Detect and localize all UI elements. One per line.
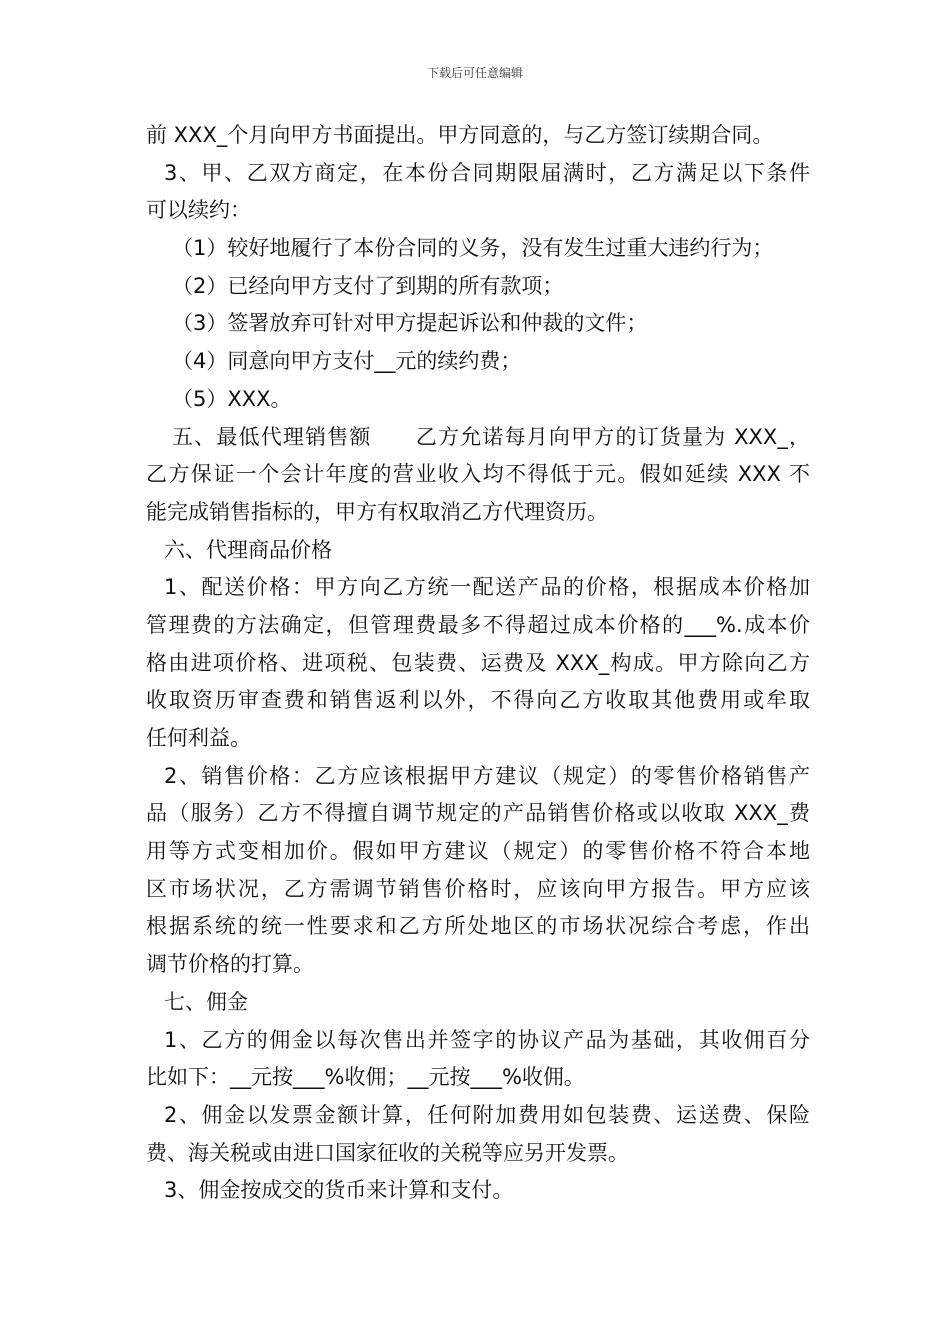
page-header: 下载后可任意编辑 [426,66,523,80]
paragraph-line: 收取资历审查费和销售返利以外，不得向乙方收取其他费用或牟取 [146,688,810,713]
list-item: （3）签署放弃可针对甲方提起诉讼和仲裁的文件； [172,311,648,336]
paragraph-line: 品（服务）乙方不得擅自调节规定的产品销售价格或以收取 XXX_费 [146,801,810,826]
list-item: （1）较好地履行了本份合同的义务，没有发生过重大违约行为； [172,236,774,261]
list-item: （5）XXX。 [172,386,292,411]
list-item: （2）已经向甲方支付了到期的所有款项； [172,273,564,298]
paragraph-line: 费、海关税或由进口国家征收的关税等应另开发票。 [146,1140,629,1165]
paragraph-line: 任何利益。 [146,726,251,750]
paragraph-line: 可以续约： [146,198,251,223]
paragraph-line: 用等方式变相加价。假如甲方建议（规定）的零售价格不符合本地 [146,839,810,864]
paragraph-line: 3、佣金按成交的货币来计算和支付。 [164,1178,514,1203]
list-item: （4）同意向甲方支付__元的续约费； [172,349,522,374]
paragraph-line: 调节价格的打算。 [146,952,314,977]
paragraph-line: 区市场状况，乙方需调节销售价格时，应该向甲方报告。甲方应该 [146,876,810,901]
paragraph-line: 比如下：__元按___%收佣；__元按___%收佣。 [146,1065,585,1090]
section-heading-line: 五、最低代理销售额 乙方允诺每月向甲方的订货量为 XXX_， [172,424,810,449]
paragraph-line: 前 XXX_个月向甲方书面提出。甲方同意的，与乙方签订续期合同。 [146,123,774,147]
paragraph-line: 1、乙方的佣金以每次售出并签字的协议产品为基础，其收佣百分 [164,1027,810,1052]
paragraph-line: 管理费的方法确定，但管理费最多不得超过成本价格的___%.成本价 [146,612,810,637]
paragraph-line: 根据系统的统一性要求和乙方所处地区的市场状况综合考虑，作出 [146,914,810,939]
paragraph-line: 3、甲、乙双方商定，在本份合同期限届满时，乙方满足以下条件 [164,160,810,185]
section-heading: 六、代理商品价格 [164,537,332,562]
paragraph-line: 1、配送价格：甲方向乙方统一配送产品的价格，根据成本价格加 [164,575,810,600]
paragraph-line: 2、销售价格：乙方应该根据甲方建议（规定）的零售价格销售产 [164,763,810,788]
section-heading: 七、佣金 [164,989,248,1014]
paragraph-line: 格由进项价格、进项税、包装费、运费及 XXX_构成。甲方除向乙方 [146,650,810,675]
paragraph-line: 2、佣金以发票金额计算，任何附加费用如包装费、运送费、保险 [164,1102,810,1127]
document-body [146,117,810,1210]
paragraph-line: 能完成销售指标的，甲方有权取消乙方代理资历。 [146,499,608,524]
paragraph-line: 乙方保证一个会计年度的营业收入均不得低于元。假如延续 XXX 不 [146,462,810,487]
